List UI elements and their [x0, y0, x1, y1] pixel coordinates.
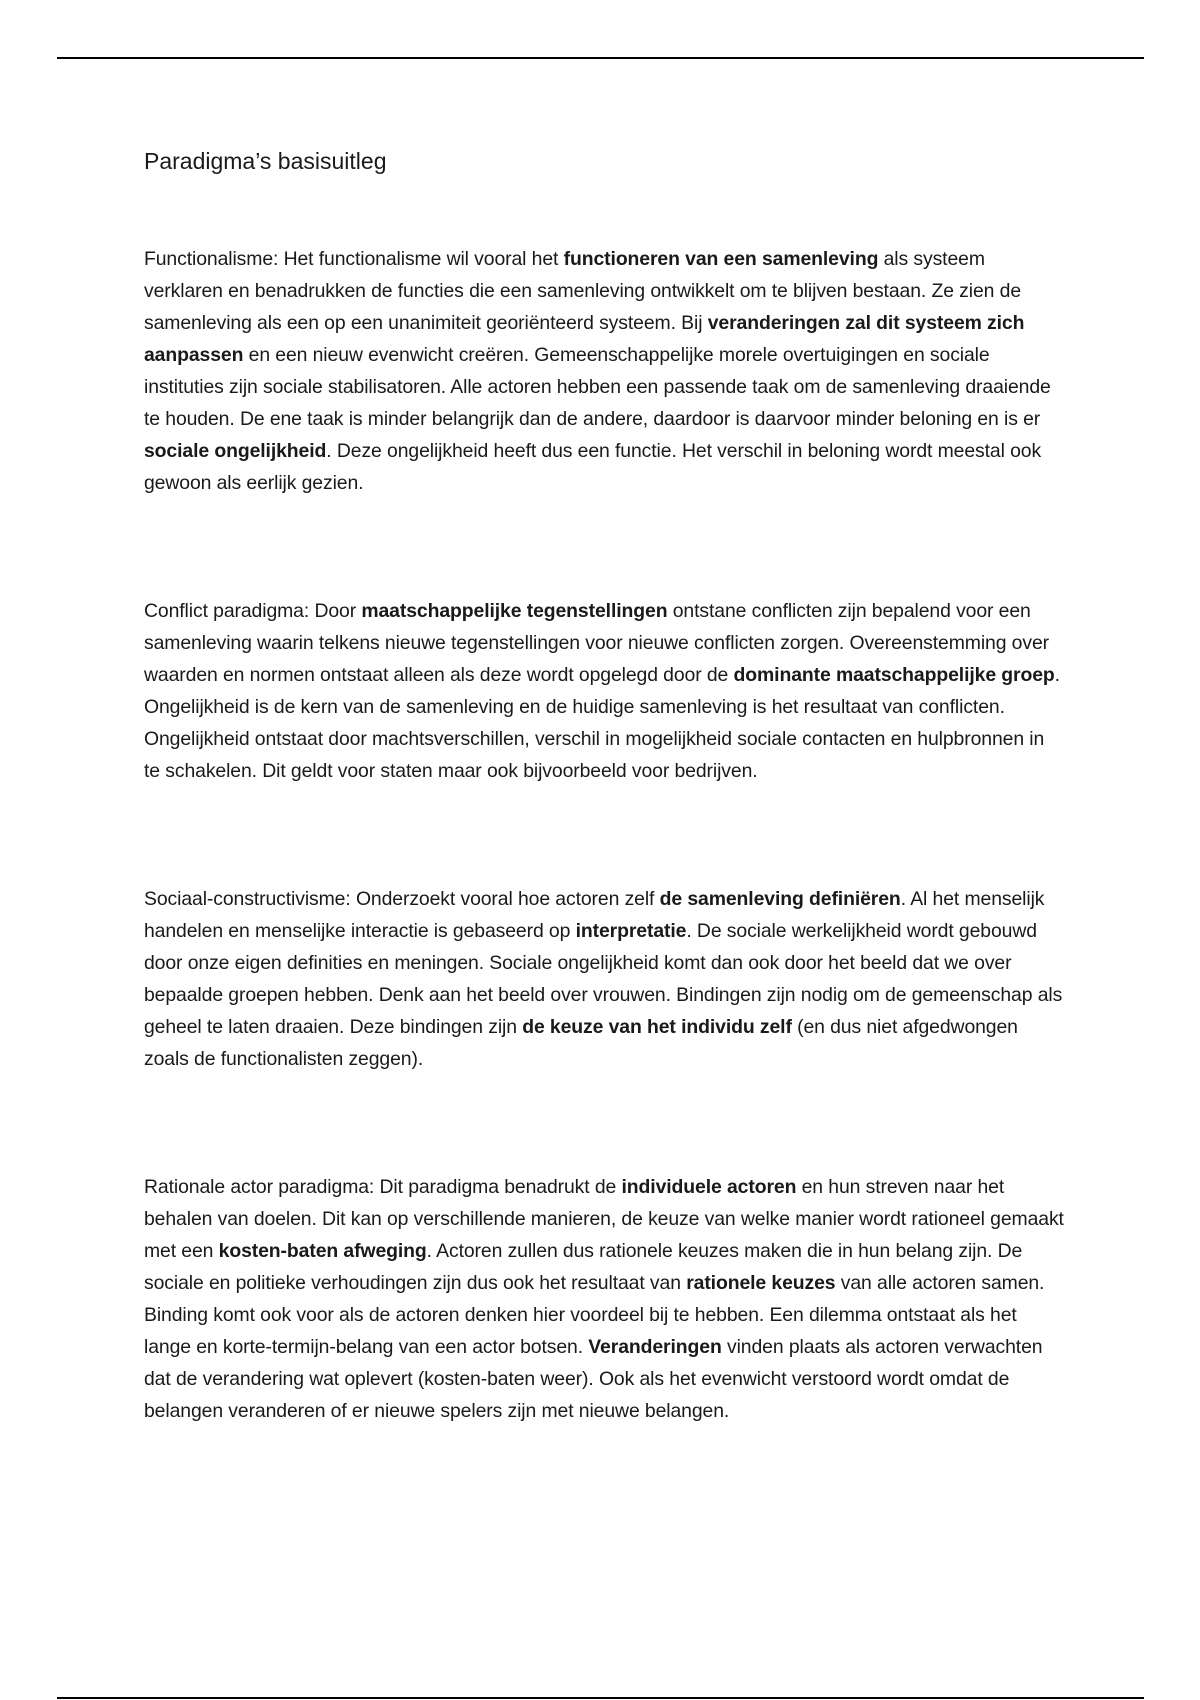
- emphasis-text: maatschappelijke tegenstellingen: [361, 600, 668, 622]
- emphasis-text: de keuze van het individu zelf: [522, 1016, 792, 1038]
- paragraph-text: van alle actoren samen. Binding komt ook voor als de actoren denken hier voordeel bij te hebben. Een dilemma ontstaat als het lange en korte-termijn-belang van een actor botsen.: [144, 1272, 1045, 1358]
- paragraph-text: vinden plaats als actoren verwachten dat de verandering wat oplevert (kosten-baten weer). Ook als het evenwicht verstoord wordt omdat de belangen veranderen of er nieuwe spelers zijn met nieuwe belangen.: [144, 1336, 1043, 1422]
- paragraph-text: als systeem verklaren en benadrukken de functies die een samenleving ontwikkelt om te blijven bestaan. Ze zien de samenleving als een op een unanimiteit georiënteerd systeem. Bij: [144, 248, 1022, 334]
- paragraph-text: Functionalisme: Het functionalisme wil vooral het: [144, 248, 564, 270]
- paragraph-sociaal-constructivisme: [144, 883, 1064, 1075]
- paragraph-text: . Al het menselijk handelen en menselijke interactie is gebaseerd op: [144, 888, 1045, 942]
- paragraph-text: . Ongelijkheid is de kern van de samenleving en de huidige samenleving is het resultaat van conflicten. Ongelijkheid ontstaat door machtsverschillen, verschil in mogelijkheid sociale contacten en hulpbronnen in te schakelen. Dit geldt voor staten maar ook bijvoorbeeld voor bedrijven.: [144, 664, 1060, 782]
- paragraph-rationale-actor-paradigma: [144, 1171, 1064, 1427]
- emphasis-text: functioneren van een samenleving: [563, 248, 879, 270]
- paragraph-text: . De sociale werkelijkheid wordt gebouwd door onze eigen definities en meningen. Sociale ongelijkheid komt dan ook door het beeld dat we over bepaalde groepen hebben. Denk aan het beeld over vrouwen. Bindingen zijn nodig om de gemeenschap als geheel te laten draaien. Deze bindingen zijn: [144, 920, 1063, 1038]
- emphasis-text: kosten-baten afweging: [218, 1240, 427, 1262]
- paragraph-text: ontstane conflicten zijn bepalend voor een samenleving waarin telkens nieuwe tegenstellingen voor nieuwe conflicten zorgen. Overeenstemming over waarden en normen ontstaat alleen als deze wordt opgelegd door de: [144, 600, 1050, 686]
- emphasis-text: Veranderingen: [588, 1336, 722, 1358]
- paragraph-text: (en dus niet afgedwongen zoals de functionalisten zeggen).: [144, 1016, 1018, 1070]
- paragraph-text: en hun streven naar het behalen van doelen. Dit kan op verschillende manieren, de keuze van welke manier wordt rationeel gemaakt met een: [144, 1176, 1064, 1262]
- paragraph-text: en een nieuw evenwicht creëren. Gemeenschappelijke morele overtuigingen en sociale instituties zijn sociale stabilisatoren. Alle actoren hebben een passende taak om de samenleving draaiende te houden. De ene taak is minder belangrijk dan de andere, daardoor is daarvoor minder beloning en is er: [144, 344, 1051, 430]
- emphasis-text: sociale ongelijkheid: [144, 440, 327, 462]
- emphasis-text: rationele keuzes: [686, 1272, 836, 1294]
- paragraph-text: Rationale actor paradigma: Dit paradigma benadrukt de: [144, 1176, 622, 1198]
- emphasis-text: interpretatie: [575, 920, 687, 942]
- emphasis-text: individuele actoren: [621, 1176, 797, 1198]
- paragraph-text: Sociaal-constructivisme: Onderzoekt vooral hoe actoren zelf: [144, 888, 660, 910]
- paragraph-text: Conflict paradigma: Door: [144, 600, 362, 622]
- paragraph-functionalisme: [144, 243, 1064, 499]
- emphasis-text: veranderingen zal dit systeem zich aanpassen: [144, 312, 1025, 366]
- emphasis-text: de samenleving definiëren: [659, 888, 901, 910]
- footer-rule: [57, 1697, 1144, 1699]
- paragraph-text: . Deze ongelijkheid heeft dus een functie. Het verschil in beloning wordt meestal ook gewoon als eerlijk gezien.: [144, 440, 1042, 494]
- emphasis-text: dominante maatschappelijke groep: [733, 664, 1055, 686]
- header-rule: [57, 57, 1144, 59]
- document-title: Paradigma’s basisuitleg: [144, 148, 387, 174]
- paragraph-conflict-paradigma: [144, 595, 1064, 787]
- paragraph-text: . Actoren zullen dus rationele keuzes maken die in hun belang zijn. De sociale en politieke verhoudingen zijn dus ook het resultaat van: [144, 1240, 1023, 1294]
